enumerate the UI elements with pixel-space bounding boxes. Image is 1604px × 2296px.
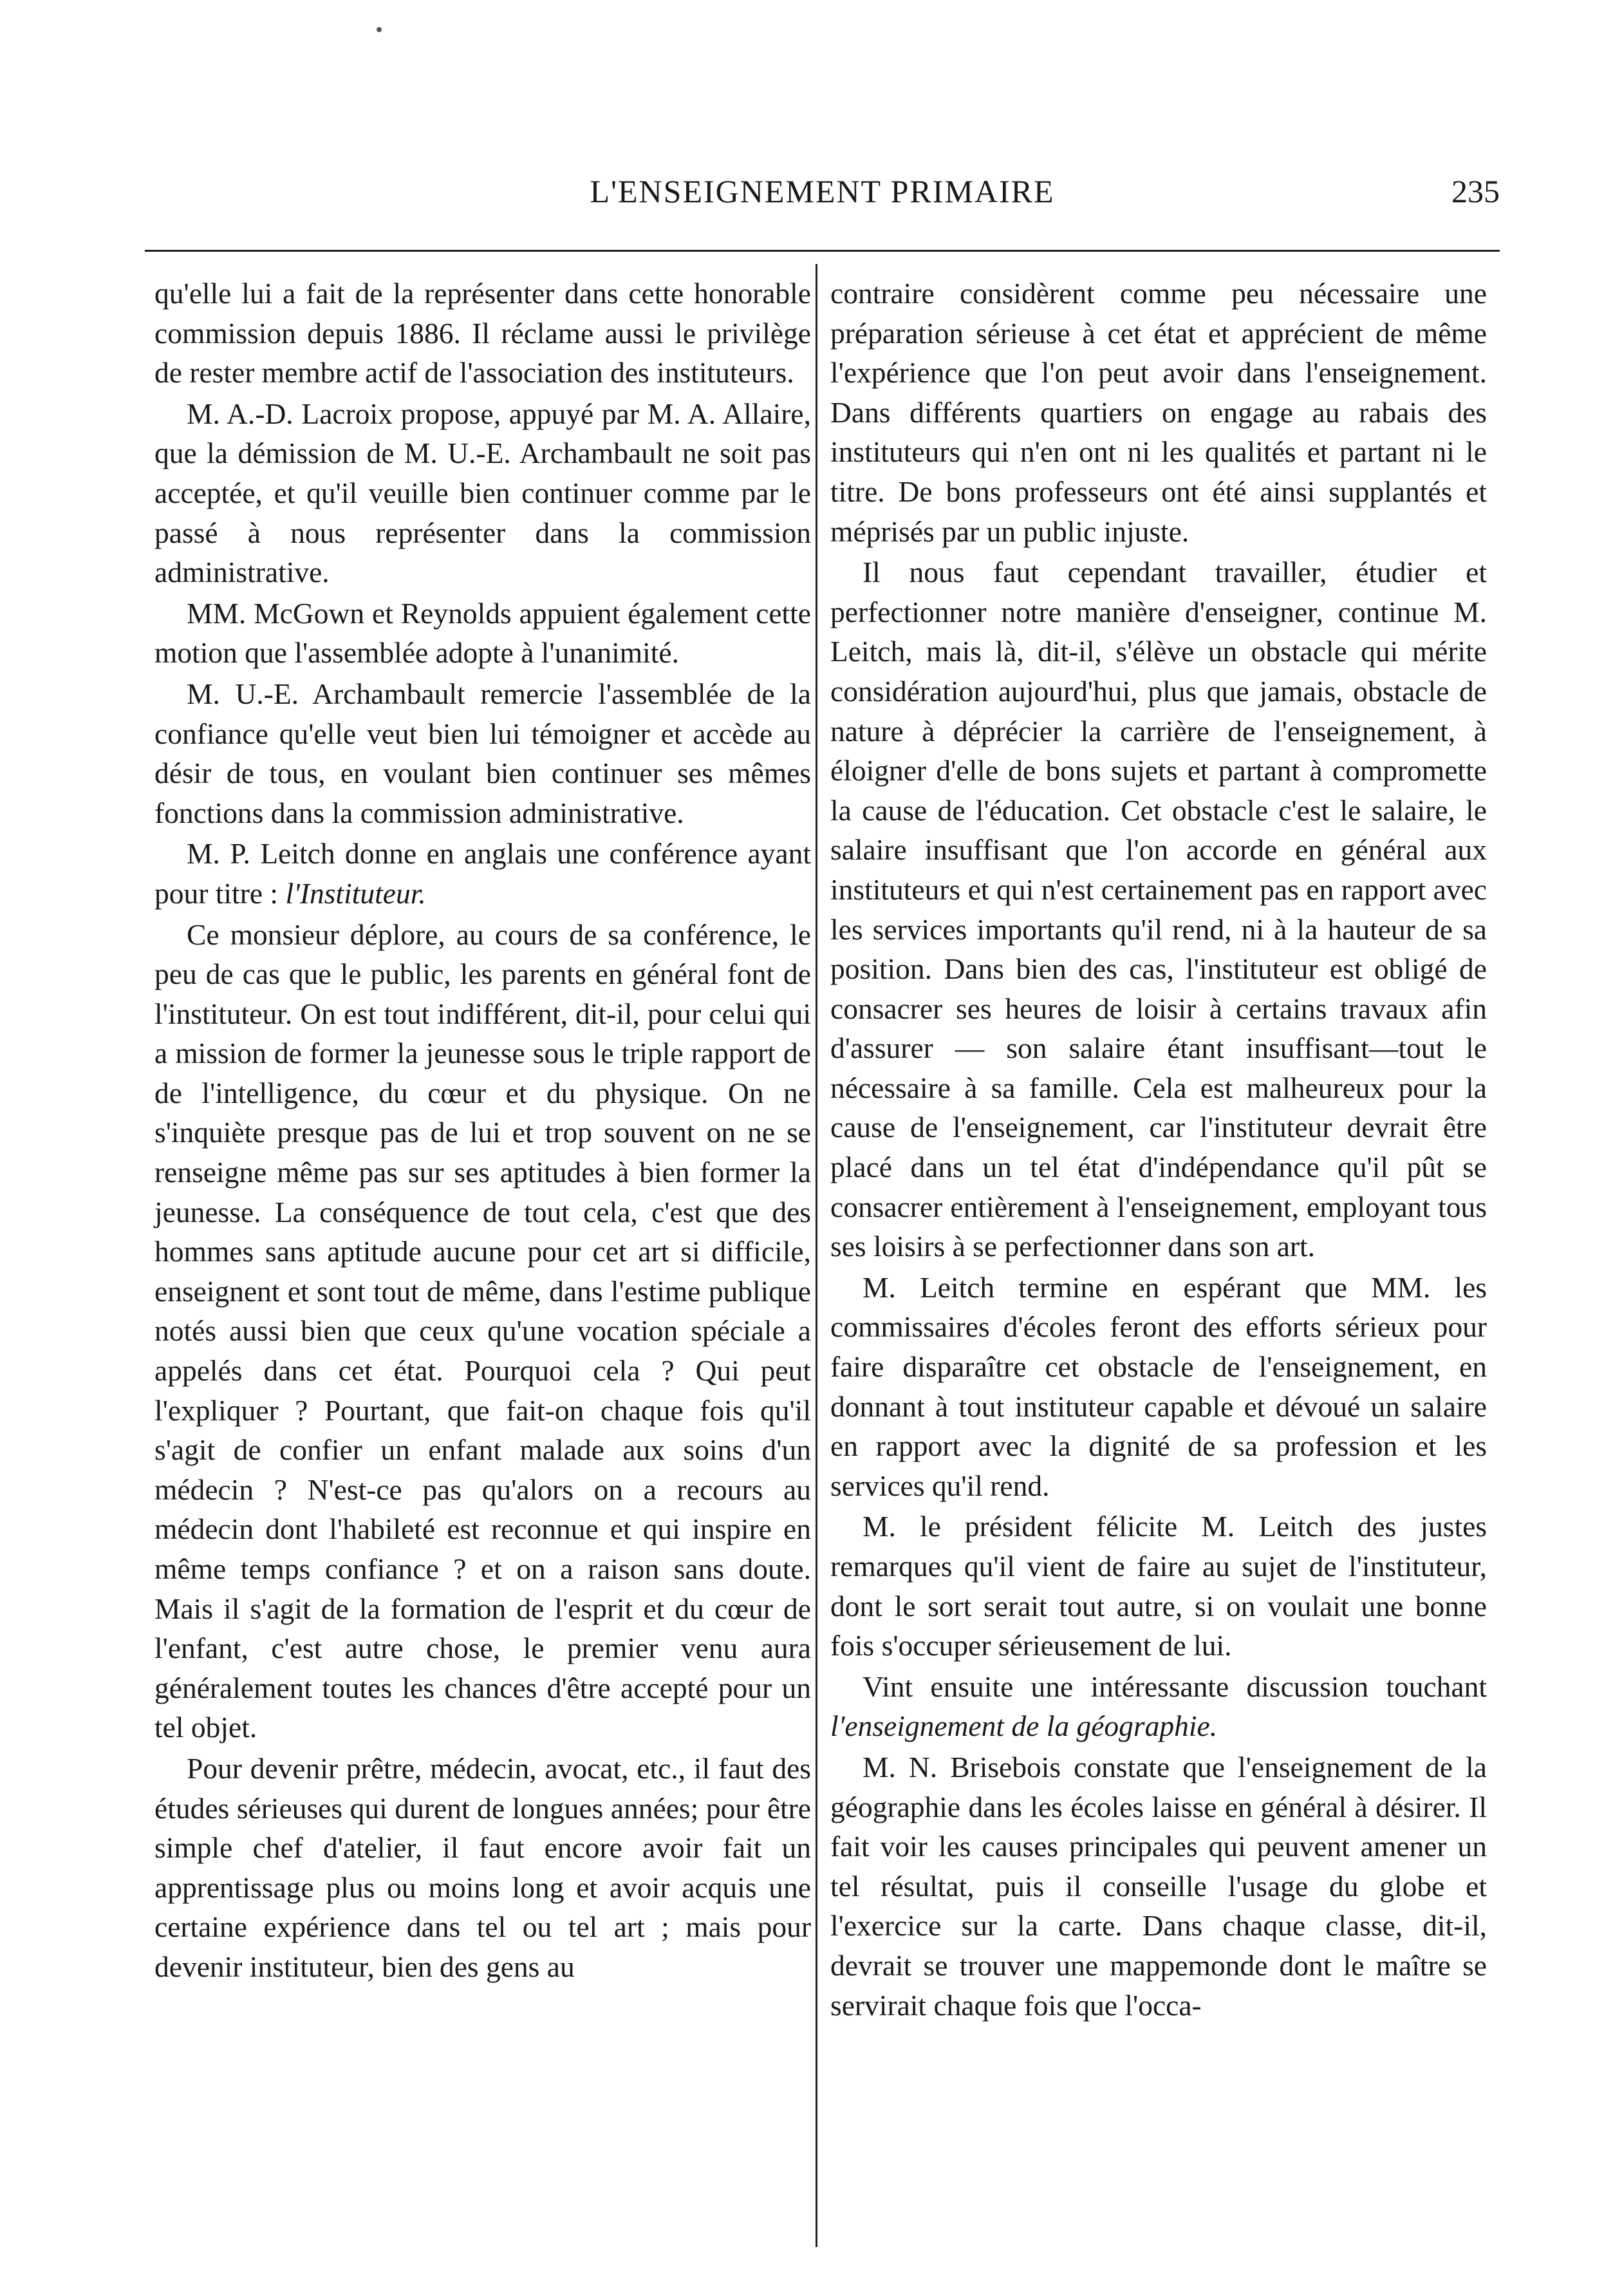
paragraph: M. A.-D. Lacroix propose, appuyé par M. A. Allaire, que la démission de M. U.-E. Archambault ne soit pas acceptée, et qu'il veuille bien continuer comme par le passé à nous représenter dans la commission administrative. <box>154 397 811 589</box>
page-number: 235 <box>1451 173 1500 209</box>
header-rule <box>145 250 1500 252</box>
paragraph-text: Vint ensuite une intéressante discussion touchant <box>863 1670 1487 1703</box>
paragraph <box>830 1667 1487 1746</box>
left-column <box>154 274 811 1988</box>
paragraph: M. U.-E. Archambault remercie l'assemblée de la confiance qu'elle veut bien lui témoigner et accède au désir de tous, en voulant bien continuer ses mêmes fonctions dans la commission administrative. <box>154 677 811 829</box>
paragraph: Ce monsieur déplore, au cours de sa conférence, le peu de cas que le public, les parents en général font de l'instituteur. On est tout indifférent, dit-il, pour celui qui a mission de former la jeunesse sous le triple rapport de de l'intelligence, du cœur et du physique. On ne s'inquiète presque pas de lui et trop souvent on ne se renseigne même pas sur ses aptitudes à bien former la jeunesse. La conséquence de tout cela, c'est que des hommes sans aptitude aucune pour cet art si difficile, enseignent et sont tout de même, dans l'estime publique notés aussi bien que ceux qu'une vocation spéciale a appelés dans cet état. Pourquoi cela ? Qui peut l'expliquer ? Pourtant, que fait-on chaque fois qu'il s'agit de confier un enfant malade aux soins d'un médecin ? N'est-ce pas qu'alors on a recours au médecin dont l'habileté est reconnue et qui inspire en même temps confiance ? et on a raison sans doute. Mais il s'agit de la formation de l'esprit et du cœur de l'enfant, c'est autre chose, le premier venu aura généralement toutes les chances d'être accepté pour un tel objet. <box>154 917 811 1744</box>
right-column <box>830 274 1487 2026</box>
paragraph-text: M. P. Leitch donne en anglais une conférence ayant pour titre : <box>154 837 811 910</box>
column-divider <box>816 264 817 2247</box>
paragraph: M. Leitch termine en espérant que MM. les commissaires d'écoles feront des efforts sérieux pour faire disparaître cet obstacle de l'enseignement, en donnant à tout instituteur capable et dévoué un salaire en rapport avec la dignité de sa profession et les services qu'il rend. <box>830 1270 1487 1502</box>
ink-speck <box>377 27 382 32</box>
paragraph: Il nous faut cependant travailler, étudier et perfectionner notre manière d'enseigner, continue M. Leitch, mais là, dit-il, s'élève un obstacle qui mérite considération aujourd'hui, plus que jamais, obstacle de nature à déprécier la carrière de l'enseignement, à éloigner d'elle de bons sujets et partant à compromette la cause de l'éducation. Cet obstacle c'est le salaire, le salaire insuffisant que l'on accorde en général aux instituteurs et qui n'est certainement pas en rapport avec les services importants qu'il rend, ni à la hauteur de sa position. Dans bien des cas, l'instituteur est obligé de consacrer ses heures de loisir à certains travaux afin d'assurer — son salaire étant insuffisant—tout le nécessaire à sa famille. Cela est malheureux pour la cause de l'enseignement, car l'instituteur devrait être placé dans un tel état d'indépendance qu'il pût se consacrer entièrement à l'enseignement, employant tous ses loisirs à se perfectionner dans son art. <box>830 556 1487 1263</box>
lecture-title: l'Instituteur. <box>285 876 426 910</box>
paragraph: MM. McGown et Reynolds appuient également cette motion que l'assemblée adopte à l'unanimité. <box>154 596 811 670</box>
page-header <box>145 169 1500 220</box>
paragraph: contraire considèrent comme peu nécessaire une préparation sérieuse à cet état et apprécient de même l'expérience que l'on peut avoir dans l'enseignement. Dans différents quartiers on engage au rabais des instituteurs qui n'en ont ni les qualités et partant ni le titre. De bons professeurs ont été ainsi supplantés et méprisés par un public injuste. <box>830 277 1487 548</box>
paragraph: Pour devenir prêtre, médecin, avocat, etc., il faut des études sérieuses qui durent de longues années; pour être simple chef d'atelier, il faut encore avoir fait un apprentissage plus ou moins long et avoir acquis une certaine expérience dans tel ou tel art ; mais pour devenir instituteur, bien des gens au <box>154 1751 811 1983</box>
paragraph <box>154 834 811 913</box>
running-title: L'ENSEIGNEMENT PRIMAIRE <box>590 173 1055 209</box>
paragraph: M. N. Brisebois constate que l'enseignement de la géographie dans les écoles laisse en général à désirer. Il fait voir les causes principales qui peuvent amener un tel résultat, puis il conseille l'usage du globe et l'exercice sur la carte. Dans chaque classe, dit-il, devrait se trouver une mappemonde dont le maître se servirait chaque fois que l'occa- <box>830 1750 1487 2022</box>
paragraph: qu'elle lui a fait de la représenter dans cette honorable commission depuis 1886. Il réclame aussi le privilège de rester membre actif de l'association des instituteurs. <box>154 277 811 390</box>
paragraph: M. le président félicite M. Leitch des justes remarques qu'il vient de faire au sujet de l'instituteur, dont le sort serait tout autre, si on voulait une bonne fois s'occuper sérieusement de lui. <box>830 1510 1487 1662</box>
discussion-topic: l'enseignement de la géographie. <box>830 1709 1218 1743</box>
